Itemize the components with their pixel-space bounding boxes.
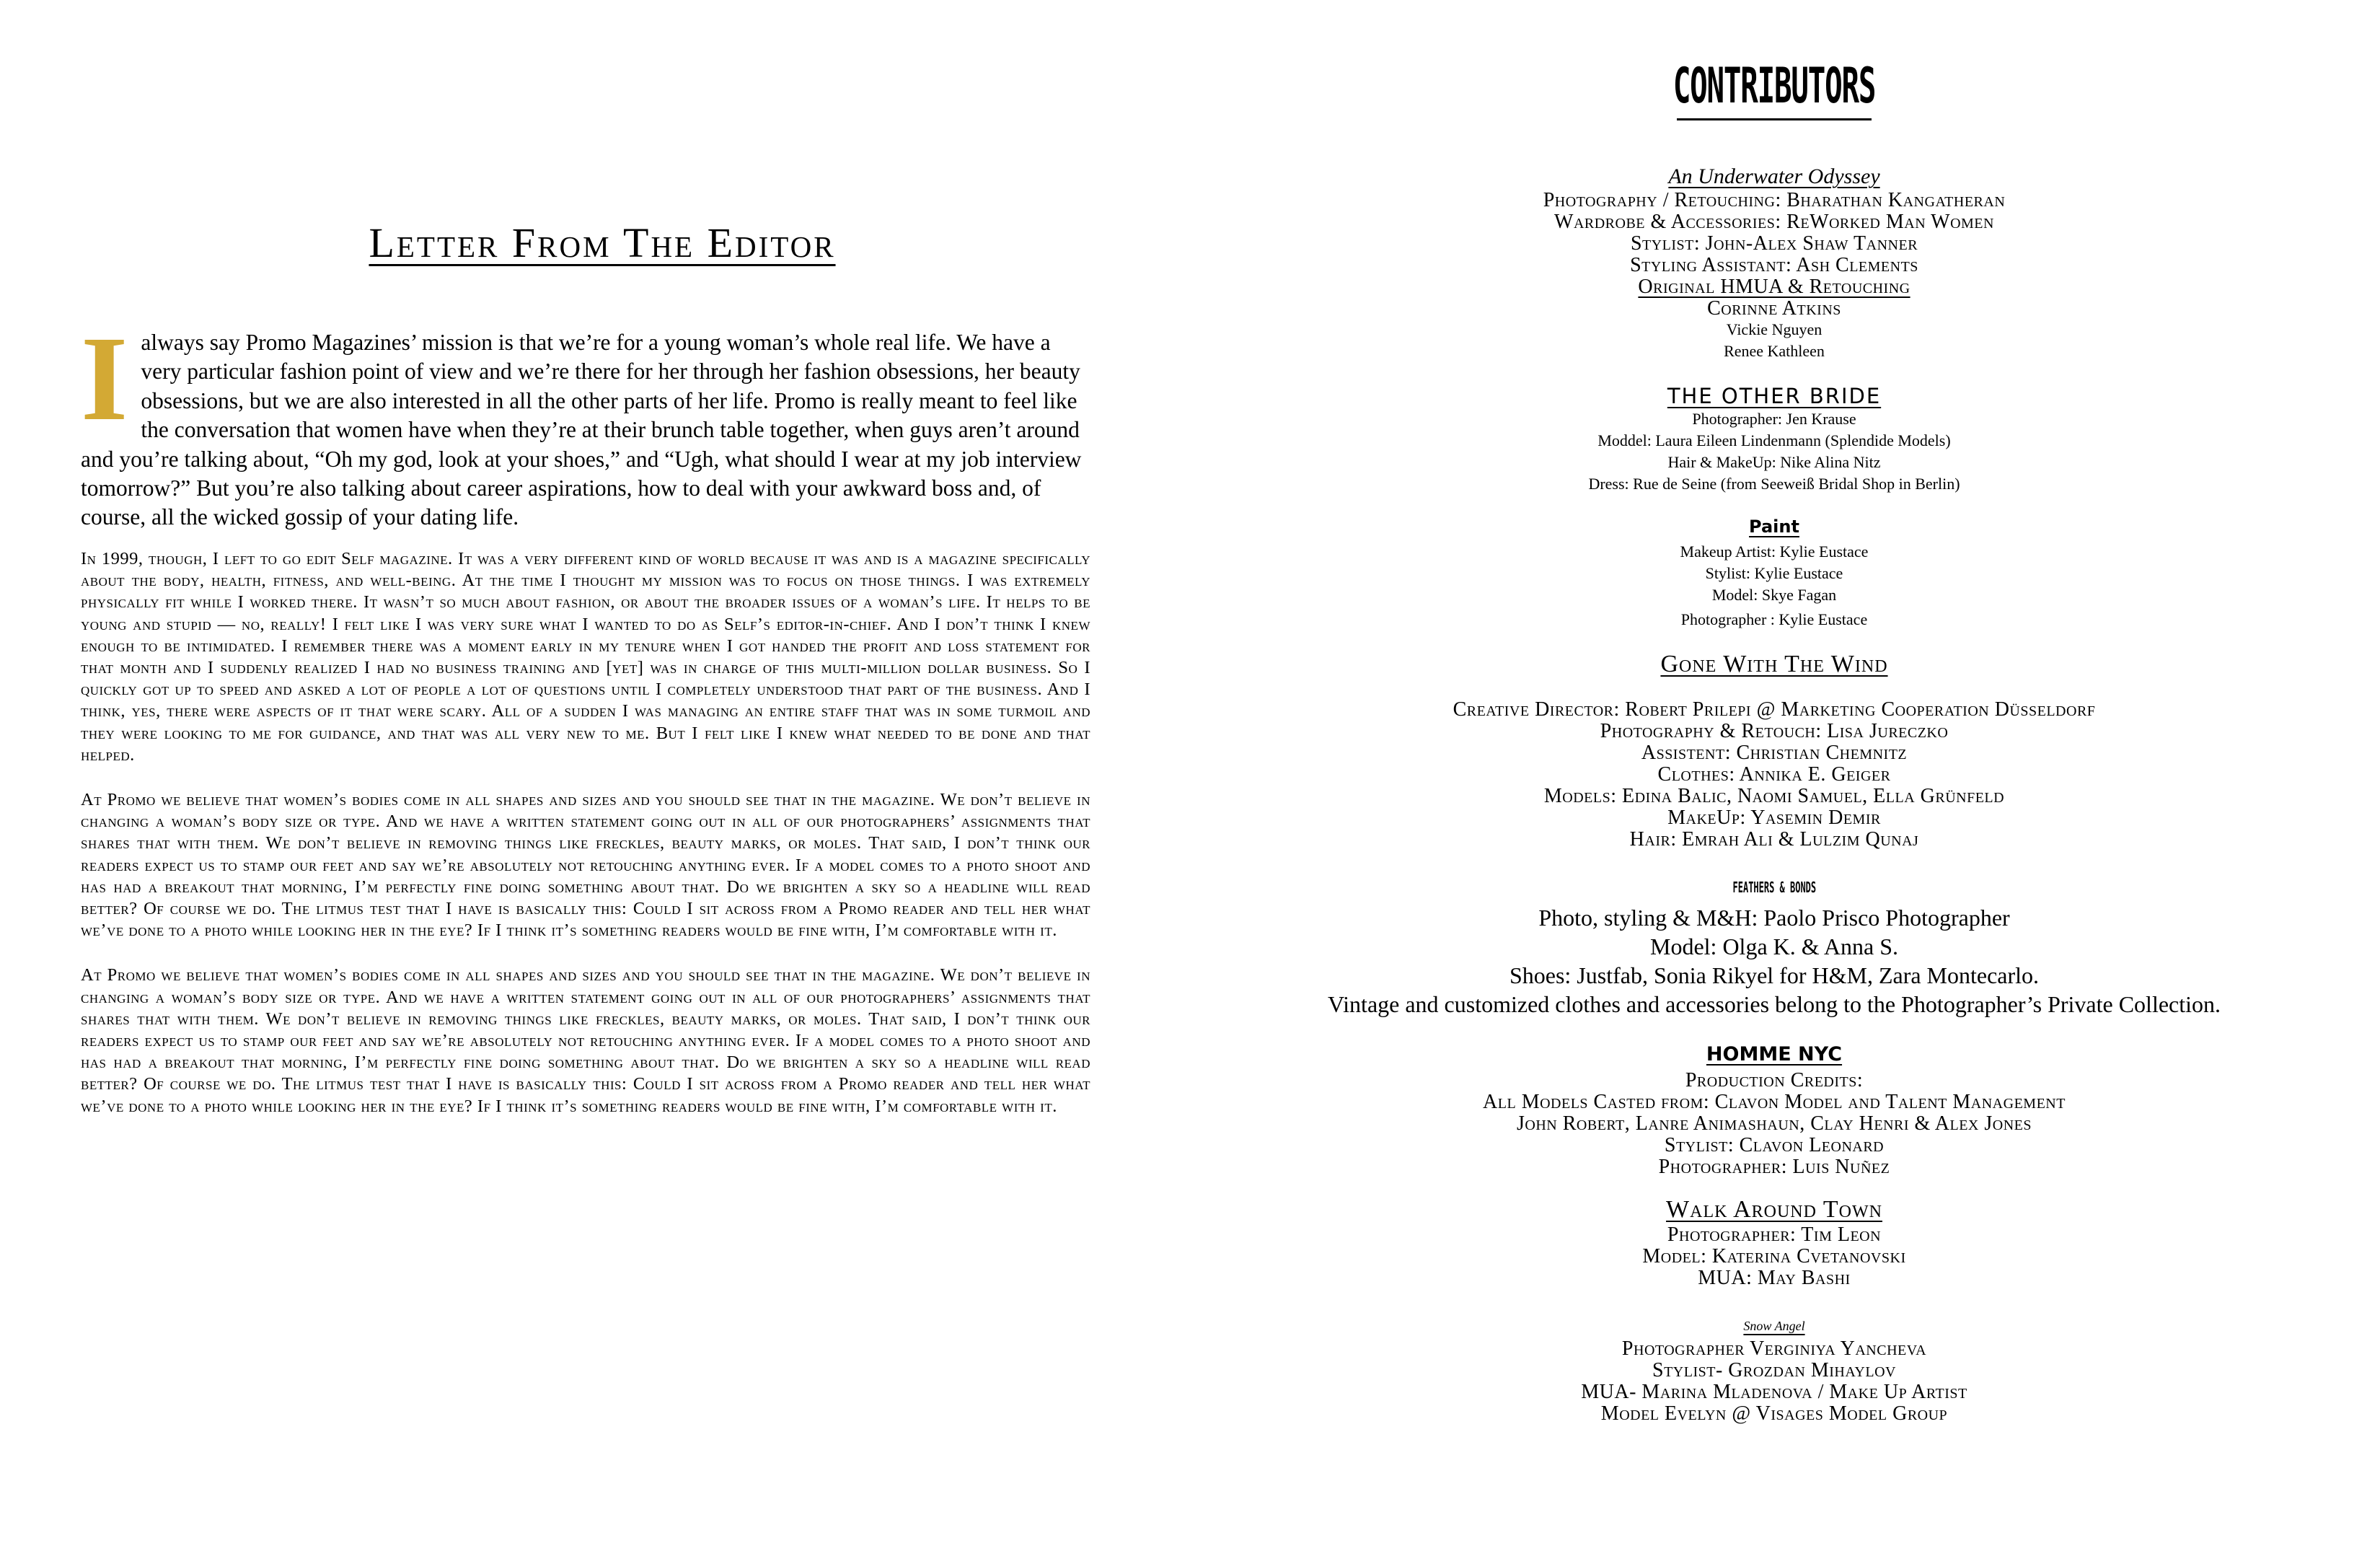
credit-line: Moddel: Laura Eileen Lindenmann (Splendide Models) xyxy=(1597,431,1951,449)
credit-line: Hair & MakeUp: Nike Alina Nitz xyxy=(1667,453,1881,471)
title-underline xyxy=(1677,118,1872,120)
credit-line: Photography & Retouch: Lisa Jureczko xyxy=(1600,720,1949,742)
credit-line: MUA: May Bashi xyxy=(1698,1267,1851,1289)
credit-line: Photo, styling & M&H: Paolo Prisco Photographer xyxy=(1538,905,2010,931)
credit-line: Photographer: Tim Leon xyxy=(1667,1223,1882,1246)
credit-line: Makeup Artist: Kylie Eustace xyxy=(1680,542,1869,561)
credit-line: Stylist: Clavon Leonard xyxy=(1664,1134,1885,1156)
section-heading-gone: Gone With The Wind xyxy=(1660,651,1888,677)
credit-line: John Robert, Lanre Animashaun, Clay Henri & Alex Jones xyxy=(1517,1112,2032,1135)
credit-line: Creative Director: Robert Prilepi @ Marketing Cooperation Düsseldorf xyxy=(1453,698,2096,721)
credit-line: Dress: Rue de Seine (from Seeweiß Bridal Shop in Berlin) xyxy=(1588,475,1960,493)
credit-line: Photographer Verginiya Yancheva xyxy=(1621,1337,1927,1360)
editor-letter-title: Letter From The Editor xyxy=(369,219,836,266)
credit-line: Models: Edina Balic, Naomi Samuel, Ella Grünfeld xyxy=(1543,785,2005,807)
body-paragraph: At Promo we believe that women’s bodies come in all shapes and sizes and you should see that in the magazine. We don’t believe in changing a woman’s body size or type. And we have a written statement going out in all of our photographers’ assignments that shares that with them. We don’t believe in removing things like freckles, beauty marks, or moles. That said, I don’t think our readers expect us to stamp our feet and say we’re absolutely not retouching anything ever. If a model comes to a photo shoot and has had a breakout that morning, I’m perfectly fine doing something about that. Do we brighten a sky so a headline will read better? Of course we do. The litmus test that I have is basically this: Could I sit across from a Promo reader and tell her what we’ve done to a photo while looking her in the eye? If I think it’s something readers would be fine with, I’m comfortable with it. xyxy=(81,790,1090,941)
credit-line: Corinne Atkins xyxy=(1707,297,1841,320)
credit-line: Stylist: John-Alex Shaw Tanner xyxy=(1630,232,1918,255)
credit-line: Stylist: Kylie Eustace xyxy=(1705,564,1843,582)
contributors-page xyxy=(1190,0,2380,1551)
letter-body xyxy=(81,548,1090,1141)
credit-line: Wardrobe & Accessories: ReWorked Man Women xyxy=(1554,211,1994,233)
credit-line: Model Evelyn @ Visages Model Group xyxy=(1600,1402,1948,1425)
section-heading-snow: Snow Angel xyxy=(1743,1319,1805,1333)
sub-heading-hmua: Original HMUA & Retouching xyxy=(1638,276,1910,298)
section-heading-underwater: An Underwater Odyssey xyxy=(1668,164,1880,188)
credit-line: Shoes: Justfab, Sonia Rikyel for H&M, Zara Montecarlo. xyxy=(1509,962,2040,988)
section-heading-paint: Paint xyxy=(1749,517,1799,537)
section-heading-homme: HOMME NYC xyxy=(1706,1043,1843,1066)
credit-line: Clothes: Annika E. Geiger xyxy=(1657,763,1891,786)
credit-line: Photographer: Jen Krause xyxy=(1692,410,1856,428)
credit-line: Model: Olga K. & Anna S. xyxy=(1650,933,1898,959)
section-heading-bride: THE OTHER BRIDE xyxy=(1667,384,1882,408)
contributors-title: CONTRIBUTORS xyxy=(1672,58,1876,115)
credit-line: MakeUp: Yasemin Demir xyxy=(1667,807,1881,829)
credit-line: Photography / Retouching: Bharathan Kangatheran xyxy=(1543,189,2006,211)
credit-line: Photographer: Luis Nuñez xyxy=(1658,1156,1890,1178)
credit-line: Hair: Emrah Ali & Lulzim Qunaj xyxy=(1629,828,1919,851)
credit-line: Vintage and customized clothes and accessories belong to the Photographer’s Private Collection. xyxy=(1327,991,2221,1017)
credit-line: Model: Skye Fagan xyxy=(1711,586,1837,604)
intro-paragraph xyxy=(81,312,1083,532)
section-heading-feathers xyxy=(1190,879,2358,896)
credit-line: Styling Assistant: Ash Clements xyxy=(1630,254,1918,276)
credit-line: Photographer : Kylie Eustace xyxy=(1680,610,1868,628)
credit-line: Model: Katerina Cvetanovski xyxy=(1642,1245,1906,1267)
drop-cap: I xyxy=(81,312,128,446)
section-heading-walk: Walk Around Town xyxy=(1666,1196,1882,1223)
credit-line: Production Credits: xyxy=(1685,1069,1864,1091)
credit-line: Stylist- Grozdan Mihaylov xyxy=(1652,1359,1896,1381)
credit-line: MUA- Marina Mladenova / Make Up Artist xyxy=(1581,1381,1967,1403)
credit-line: All Models Casted from: Clavon Model and Talent Management xyxy=(1483,1091,2066,1113)
credit-line: Renee Kathleen xyxy=(1724,342,1825,360)
intro-text: always say Promo Magazines’ mission is that we’re for a young woman’s whole real life. We have a very particular fashion point of view and we’re there for her through her fashion obsessions, her beauty obsessions, but we are also interested in all the other parts of her life. Promo is really meant to feel like the conversation that women have when they’re at their brunch table together, when guys aren’t around and you’re talking about, “Oh my god, look at your shoes,” and “Ugh, what should I wear at my job interview tomorrow?” But you’re also talking about career aspirations, how to deal with your awkward boss and, of course, all the wicked gossip of your dating life. xyxy=(81,330,1082,530)
body-paragraph: In 1999, though, I left to go edit Self magazine. It was a very different kind of world because it was and is a magazine specifically about the body, health, fitness, and well-being. At the time I thought my mission was to focus on those things. I was extremely physically fit while I worked there. It wasn’t so much about fashion, or about the broader issues of a woman’s life. It helps to be young and stupid — no, really! I felt like I was very sure what I wanted to do as Self’s editor-in-chief. And I don’t think I knew enough to be intimidated. I remember there was a moment early in my tenure when I got handed the profit and loss statement for that month and I suddenly realized I had no business training and [yet] was in charge of this multi-million dollar business. So I quickly got up to speed and asked a lot of people a lot of questions until I completely understood that part of the business. And I think, yes, there were aspects of it that were scary. All of a sudden I was managing an entire staff that was in some turmoil and they were looking to me for guidance, and that was all very new to me. But I felt like I knew what needed to be done and that helped. xyxy=(81,549,1091,765)
credit-line: Assistent: Christian Chemnitz xyxy=(1641,742,1908,764)
body-paragraph: At Promo we believe that women’s bodies come in all shapes and sizes and you should see that in the magazine. We don’t believe in changing a woman’s body size or type. And we have a written statement going out in all of our photographers’ assignments that shares that with them. We don’t believe in removing things like freckles, beauty marks, or moles. That said, I don’t think our readers expect us to stamp our feet and say we’re absolutely not retouching anything ever. If a model comes to a photo shoot and has had a breakout that morning, I’m perfectly fine doing something about that. Do we brighten a sky so a headline will read better? Of course we do. The litmus test that I have is basically this: Could I sit across from a Promo reader and tell her what we’ve done to a photo while looking her in the eye? If I think it’s something readers would be fine with, I’m comfortable with it. xyxy=(81,965,1090,1116)
credit-line: Vickie Nguyen xyxy=(1726,320,1823,338)
feathers-heading-text: FEATHERS & BONDS xyxy=(1732,879,1816,896)
